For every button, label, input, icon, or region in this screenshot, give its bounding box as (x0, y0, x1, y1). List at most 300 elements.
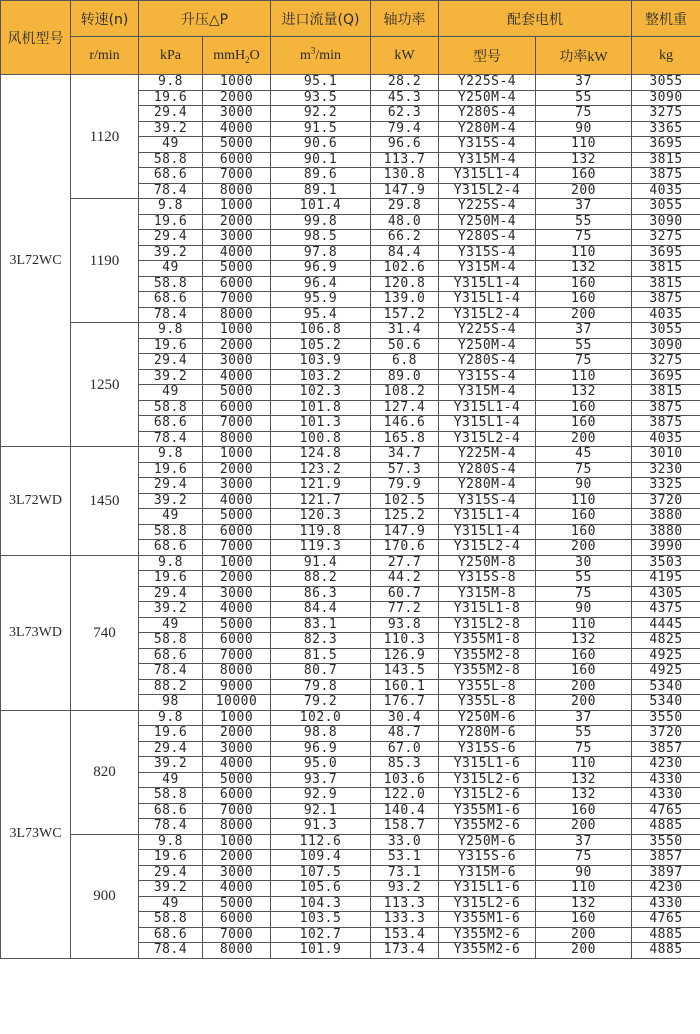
pressure-kpa-cell: 29.4 (139, 586, 203, 602)
inlet-flow-cell: 96.9 (271, 261, 371, 277)
pressure-mmh2o-cell: 1000 (203, 323, 271, 339)
pressure-kpa-cell: 68.6 (139, 168, 203, 184)
weight-cell: 3897 (632, 865, 700, 881)
pressure-kpa-cell: 78.4 (139, 183, 203, 199)
shaft-power-cell: 122.0 (371, 788, 439, 804)
motor-model-cell: Y315L1-4 (439, 524, 536, 540)
header-inlet-flow: 进口流量(Q) (271, 1, 371, 37)
pressure-kpa-cell: 58.8 (139, 633, 203, 649)
weight-cell: 3875 (632, 416, 700, 432)
shaft-power-cell: 44.2 (371, 571, 439, 587)
pressure-mmh2o-cell: 4000 (203, 245, 271, 261)
unit-mmh2o-base: mmH (213, 47, 246, 63)
motor-power-cell: 75 (536, 586, 632, 602)
motor-power-cell: 110 (536, 617, 632, 633)
shaft-power-cell: 126.9 (371, 648, 439, 664)
weight-cell: 3875 (632, 168, 700, 184)
motor-model-cell: Y315L2-4 (439, 540, 536, 556)
weight-cell: 3090 (632, 90, 700, 106)
motor-power-cell: 132 (536, 896, 632, 912)
pressure-mmh2o-cell: 1000 (203, 710, 271, 726)
shaft-power-cell: 158.7 (371, 819, 439, 835)
weight-cell: 3815 (632, 276, 700, 292)
shaft-power-cell: 103.6 (371, 772, 439, 788)
shaft-power-cell: 147.9 (371, 524, 439, 540)
pressure-kpa-cell: 19.6 (139, 90, 203, 106)
table-row (1, 834, 700, 850)
inlet-flow-cell: 98.5 (271, 230, 371, 246)
pressure-mmh2o-cell: 7000 (203, 927, 271, 943)
weight-cell: 4330 (632, 772, 700, 788)
weight-cell: 3550 (632, 834, 700, 850)
inlet-flow-cell: 91.5 (271, 121, 371, 137)
motor-power-cell: 132 (536, 152, 632, 168)
motor-model-cell: Y315S-6 (439, 741, 536, 757)
pressure-kpa-cell: 29.4 (139, 106, 203, 122)
motor-model-cell: Y315L1-4 (439, 276, 536, 292)
motor-model-cell: Y355M2-8 (439, 664, 536, 680)
table-row (1, 447, 700, 463)
weight-cell: 4375 (632, 602, 700, 618)
inlet-flow-cell: 107.5 (271, 865, 371, 881)
unit-mmh2o-tail: O (249, 47, 260, 63)
pressure-kpa-cell: 39.2 (139, 245, 203, 261)
speed-cell: 1120 (71, 75, 139, 199)
inlet-flow-cell: 81.5 (271, 648, 371, 664)
shaft-power-cell: 165.8 (371, 431, 439, 447)
fan-model-cell: 3L73WD (1, 555, 71, 710)
weight-cell: 3275 (632, 106, 700, 122)
inlet-flow-cell: 91.4 (271, 555, 371, 571)
inlet-flow-cell: 120.3 (271, 509, 371, 525)
motor-power-cell: 110 (536, 137, 632, 153)
pressure-kpa-cell: 78.4 (139, 307, 203, 323)
unit-kpa: kPa (139, 37, 203, 75)
unit-mmh2o (203, 37, 271, 75)
inlet-flow-cell: 95.4 (271, 307, 371, 323)
motor-model-cell: Y355L-8 (439, 695, 536, 711)
shaft-power-cell: 29.8 (371, 199, 439, 215)
shaft-power-cell: 108.2 (371, 385, 439, 401)
shaft-power-cell: 110.3 (371, 633, 439, 649)
motor-model-cell: Y315S-4 (439, 493, 536, 509)
motor-model-cell: Y280S-4 (439, 230, 536, 246)
pressure-kpa-cell: 19.6 (139, 726, 203, 742)
pressure-mmh2o-cell: 3000 (203, 106, 271, 122)
motor-power-cell: 200 (536, 679, 632, 695)
pressure-mmh2o-cell: 6000 (203, 788, 271, 804)
motor-power-cell: 200 (536, 307, 632, 323)
weight-cell: 4765 (632, 912, 700, 928)
inlet-flow-cell: 101.8 (271, 400, 371, 416)
motor-model-cell: Y315L1-6 (439, 881, 536, 897)
table-row (1, 323, 700, 339)
inlet-flow-cell: 99.8 (271, 214, 371, 230)
weight-cell: 3695 (632, 369, 700, 385)
pressure-mmh2o-cell: 6000 (203, 276, 271, 292)
motor-power-cell: 200 (536, 183, 632, 199)
motor-model-cell: Y315L2-6 (439, 896, 536, 912)
weight-cell: 3720 (632, 493, 700, 509)
pressure-mmh2o-cell: 1000 (203, 75, 271, 91)
inlet-flow-cell: 95.0 (271, 757, 371, 773)
header-speed: 转速(n) (71, 1, 139, 37)
pressure-kpa-cell: 39.2 (139, 369, 203, 385)
weight-cell: 3815 (632, 152, 700, 168)
inlet-flow-cell: 101.3 (271, 416, 371, 432)
speed-cell: 1250 (71, 323, 139, 447)
pressure-mmh2o-cell: 3000 (203, 586, 271, 602)
weight-cell: 3055 (632, 199, 700, 215)
pressure-mmh2o-cell: 1000 (203, 555, 271, 571)
weight-cell: 3090 (632, 338, 700, 354)
header-matching-motor: 配套电机 (439, 1, 632, 37)
shaft-power-cell: 113.7 (371, 152, 439, 168)
pressure-mmh2o-cell: 7000 (203, 168, 271, 184)
shaft-power-cell: 53.1 (371, 850, 439, 866)
shaft-power-cell: 45.3 (371, 90, 439, 106)
motor-power-cell: 37 (536, 199, 632, 215)
pressure-mmh2o-cell: 5000 (203, 261, 271, 277)
inlet-flow-cell: 103.5 (271, 912, 371, 928)
motor-model-cell: Y315S-6 (439, 850, 536, 866)
motor-model-cell: Y280S-4 (439, 462, 536, 478)
motor-power-cell: 110 (536, 881, 632, 897)
unit-mmh2o-sub: 2 (245, 54, 250, 65)
motor-power-cell: 160 (536, 803, 632, 819)
motor-model-cell: Y315S-4 (439, 369, 536, 385)
motor-power-cell: 160 (536, 524, 632, 540)
motor-model-cell: Y355M1-6 (439, 803, 536, 819)
motor-power-cell: 55 (536, 338, 632, 354)
motor-power-cell: 200 (536, 927, 632, 943)
pressure-kpa-cell: 49 (139, 772, 203, 788)
pressure-kpa-cell: 19.6 (139, 850, 203, 866)
pressure-kpa-cell: 49 (139, 137, 203, 153)
pressure-kpa-cell: 29.4 (139, 478, 203, 494)
shaft-power-cell: 147.9 (371, 183, 439, 199)
pressure-kpa-cell: 49 (139, 385, 203, 401)
weight-cell: 4825 (632, 633, 700, 649)
pressure-mmh2o-cell: 8000 (203, 819, 271, 835)
weight-cell: 5340 (632, 695, 700, 711)
pressure-kpa-cell: 39.2 (139, 493, 203, 509)
motor-model-cell: Y355M2-6 (439, 943, 536, 959)
inlet-flow-cell: 98.8 (271, 726, 371, 742)
motor-model-cell: Y225S-4 (439, 199, 536, 215)
motor-power-cell: 75 (536, 462, 632, 478)
motor-power-cell: 132 (536, 633, 632, 649)
shaft-power-cell: 30.4 (371, 710, 439, 726)
motor-power-cell: 110 (536, 493, 632, 509)
weight-cell: 5340 (632, 679, 700, 695)
pressure-kpa-cell: 9.8 (139, 710, 203, 726)
shaft-power-cell: 93.8 (371, 617, 439, 633)
pressure-kpa-cell: 29.4 (139, 354, 203, 370)
pressure-mmh2o-cell: 10000 (203, 695, 271, 711)
motor-model-cell: Y315L2-6 (439, 788, 536, 804)
speed-cell: 1450 (71, 447, 139, 556)
motor-power-cell: 55 (536, 214, 632, 230)
motor-model-cell: Y315L1-6 (439, 757, 536, 773)
shaft-power-cell: 67.0 (371, 741, 439, 757)
shaft-power-cell: 176.7 (371, 695, 439, 711)
table-row (1, 710, 700, 726)
weight-cell: 3695 (632, 245, 700, 261)
inlet-flow-cell: 92.9 (271, 788, 371, 804)
motor-model-cell: Y280M-4 (439, 478, 536, 494)
inlet-flow-cell: 102.7 (271, 927, 371, 943)
motor-power-cell: 160 (536, 664, 632, 680)
weight-cell: 4885 (632, 819, 700, 835)
pressure-kpa-cell: 68.6 (139, 292, 203, 308)
shaft-power-cell: 146.6 (371, 416, 439, 432)
inlet-flow-cell: 95.1 (271, 75, 371, 91)
motor-model-cell: Y315L2-4 (439, 307, 536, 323)
inlet-flow-cell: 92.1 (271, 803, 371, 819)
weight-cell: 3720 (632, 726, 700, 742)
weight-cell: 3875 (632, 400, 700, 416)
pressure-kpa-cell: 49 (139, 509, 203, 525)
pressure-mmh2o-cell: 8000 (203, 664, 271, 680)
shaft-power-cell: 57.3 (371, 462, 439, 478)
weight-cell: 4035 (632, 307, 700, 323)
pressure-kpa-cell: 88.2 (139, 679, 203, 695)
motor-power-cell: 132 (536, 788, 632, 804)
pressure-kpa-cell: 19.6 (139, 338, 203, 354)
pressure-kpa-cell: 29.4 (139, 230, 203, 246)
inlet-flow-cell: 97.8 (271, 245, 371, 261)
motor-model-cell: Y315M-4 (439, 261, 536, 277)
inlet-flow-cell: 121.9 (271, 478, 371, 494)
fan-model-cell: 3L72WD (1, 447, 71, 556)
weight-cell: 4195 (632, 571, 700, 587)
weight-cell: 3090 (632, 214, 700, 230)
inlet-flow-cell: 80.7 (271, 664, 371, 680)
weight-cell: 3880 (632, 509, 700, 525)
inlet-flow-cell: 101.9 (271, 943, 371, 959)
inlet-flow-cell: 83.1 (271, 617, 371, 633)
inlet-flow-cell: 95.9 (271, 292, 371, 308)
motor-power-cell: 75 (536, 850, 632, 866)
motor-model-cell: Y315L1-8 (439, 602, 536, 618)
weight-cell: 3055 (632, 75, 700, 91)
motor-power-cell: 90 (536, 121, 632, 137)
inlet-flow-cell: 119.8 (271, 524, 371, 540)
motor-power-cell: 90 (536, 478, 632, 494)
shaft-power-cell: 48.0 (371, 214, 439, 230)
shaft-power-cell: 170.6 (371, 540, 439, 556)
pressure-mmh2o-cell: 4000 (203, 493, 271, 509)
pressure-kpa-cell: 9.8 (139, 199, 203, 215)
pressure-kpa-cell: 68.6 (139, 648, 203, 664)
inlet-flow-cell: 93.5 (271, 90, 371, 106)
motor-power-cell: 90 (536, 865, 632, 881)
inlet-flow-cell: 109.4 (271, 850, 371, 866)
inlet-flow-cell: 89.6 (271, 168, 371, 184)
pressure-mmh2o-cell: 4000 (203, 757, 271, 773)
pressure-mmh2o-cell: 2000 (203, 850, 271, 866)
motor-model-cell: Y315L2-6 (439, 772, 536, 788)
weight-cell: 4885 (632, 927, 700, 943)
motor-power-cell: 37 (536, 75, 632, 91)
pressure-kpa-cell: 9.8 (139, 75, 203, 91)
unit-flow-sup: 3 (310, 44, 316, 55)
pressure-mmh2o-cell: 2000 (203, 338, 271, 354)
motor-power-cell: 37 (536, 710, 632, 726)
motor-power-cell: 55 (536, 90, 632, 106)
pressure-kpa-cell: 98 (139, 695, 203, 711)
pressure-mmh2o-cell: 6000 (203, 633, 271, 649)
pressure-kpa-cell: 39.2 (139, 602, 203, 618)
pressure-kpa-cell: 78.4 (139, 943, 203, 959)
weight-cell: 4035 (632, 183, 700, 199)
motor-model-cell: Y250M-6 (439, 834, 536, 850)
pressure-mmh2o-cell: 2000 (203, 214, 271, 230)
pressure-mmh2o-cell: 4000 (203, 369, 271, 385)
header-pressure-rise: 升压△P (139, 1, 271, 37)
pressure-mmh2o-cell: 1000 (203, 199, 271, 215)
motor-model-cell: Y280S-4 (439, 106, 536, 122)
pressure-kpa-cell: 58.8 (139, 524, 203, 540)
shaft-power-cell: 102.6 (371, 261, 439, 277)
motor-model-cell: Y280M-6 (439, 726, 536, 742)
header-motor-model: 型号 (439, 37, 536, 75)
motor-model-cell: Y250M-8 (439, 555, 536, 571)
motor-power-cell: 160 (536, 416, 632, 432)
weight-cell: 4230 (632, 757, 700, 773)
motor-power-cell: 200 (536, 540, 632, 556)
motor-power-cell: 37 (536, 323, 632, 339)
inlet-flow-cell: 92.2 (271, 106, 371, 122)
table-row (1, 75, 700, 91)
speed-cell: 900 (71, 834, 139, 958)
pressure-kpa-cell: 39.2 (139, 121, 203, 137)
motor-power-cell: 160 (536, 509, 632, 525)
pressure-kpa-cell: 58.8 (139, 788, 203, 804)
shaft-power-cell: 62.3 (371, 106, 439, 122)
speed-cell: 1190 (71, 199, 139, 323)
pressure-kpa-cell: 19.6 (139, 214, 203, 230)
shaft-power-cell: 28.2 (371, 75, 439, 91)
motor-power-cell: 160 (536, 168, 632, 184)
pressure-kpa-cell: 68.6 (139, 416, 203, 432)
pressure-mmh2o-cell: 2000 (203, 726, 271, 742)
motor-model-cell: Y355M2-8 (439, 648, 536, 664)
pressure-kpa-cell: 58.8 (139, 400, 203, 416)
pressure-kpa-cell: 58.8 (139, 912, 203, 928)
pressure-kpa-cell: 78.4 (139, 431, 203, 447)
weight-cell: 4885 (632, 943, 700, 959)
pressure-kpa-cell: 19.6 (139, 571, 203, 587)
motor-power-cell: 75 (536, 106, 632, 122)
motor-model-cell: Y315L2-8 (439, 617, 536, 633)
motor-model-cell: Y250M-4 (439, 90, 536, 106)
pressure-mmh2o-cell: 1000 (203, 447, 271, 463)
pressure-mmh2o-cell: 6000 (203, 524, 271, 540)
pressure-mmh2o-cell: 5000 (203, 617, 271, 633)
motor-power-cell: 55 (536, 726, 632, 742)
motor-power-cell: 200 (536, 819, 632, 835)
weight-cell: 3230 (632, 462, 700, 478)
inlet-flow-cell: 91.3 (271, 819, 371, 835)
inlet-flow-cell: 112.6 (271, 834, 371, 850)
motor-model-cell: Y315S-4 (439, 137, 536, 153)
pressure-kpa-cell: 19.6 (139, 462, 203, 478)
inlet-flow-cell: 89.1 (271, 183, 371, 199)
pressure-mmh2o-cell: 6000 (203, 912, 271, 928)
motor-model-cell: Y315M-6 (439, 865, 536, 881)
weight-cell: 3325 (632, 478, 700, 494)
pressure-mmh2o-cell: 1000 (203, 834, 271, 850)
pressure-kpa-cell: 78.4 (139, 664, 203, 680)
shaft-power-cell: 79.9 (371, 478, 439, 494)
shaft-power-cell: 79.4 (371, 121, 439, 137)
pressure-mmh2o-cell: 8000 (203, 943, 271, 959)
motor-model-cell: Y280S-4 (439, 354, 536, 370)
weight-cell: 3275 (632, 230, 700, 246)
shaft-power-cell: 73.1 (371, 865, 439, 881)
pressure-mmh2o-cell: 7000 (203, 648, 271, 664)
pressure-kpa-cell: 78.4 (139, 819, 203, 835)
weight-cell: 4445 (632, 617, 700, 633)
weight-cell: 3550 (632, 710, 700, 726)
weight-cell: 4230 (632, 881, 700, 897)
inlet-flow-cell: 121.7 (271, 493, 371, 509)
pressure-kpa-cell: 49 (139, 261, 203, 277)
inlet-flow-cell: 105.6 (271, 881, 371, 897)
pressure-mmh2o-cell: 2000 (203, 571, 271, 587)
pressure-mmh2o-cell: 6000 (203, 400, 271, 416)
shaft-power-cell: 120.8 (371, 276, 439, 292)
motor-power-cell: 200 (536, 695, 632, 711)
inlet-flow-cell: 90.1 (271, 152, 371, 168)
motor-power-cell: 30 (536, 555, 632, 571)
unit-flow-tail: /min (315, 47, 342, 63)
pressure-mmh2o-cell: 7000 (203, 540, 271, 556)
motor-model-cell: Y315M-8 (439, 586, 536, 602)
unit-flow (271, 37, 371, 75)
motor-model-cell: Y355M2-6 (439, 819, 536, 835)
motor-power-cell: 55 (536, 571, 632, 587)
pressure-kpa-cell: 9.8 (139, 834, 203, 850)
motor-model-cell: Y315L1-4 (439, 168, 536, 184)
motor-power-cell: 132 (536, 772, 632, 788)
pressure-kpa-cell: 58.8 (139, 276, 203, 292)
motor-model-cell: Y225S-4 (439, 323, 536, 339)
pressure-kpa-cell: 9.8 (139, 555, 203, 571)
weight-cell: 3990 (632, 540, 700, 556)
inlet-flow-cell: 88.2 (271, 571, 371, 587)
inlet-flow-cell: 119.3 (271, 540, 371, 556)
motor-power-cell: 110 (536, 757, 632, 773)
inlet-flow-cell: 96.9 (271, 741, 371, 757)
shaft-power-cell: 125.2 (371, 509, 439, 525)
weight-cell: 3365 (632, 121, 700, 137)
motor-power-cell: 160 (536, 276, 632, 292)
shaft-power-cell: 130.8 (371, 168, 439, 184)
shaft-power-cell: 34.7 (371, 447, 439, 463)
shaft-power-cell: 160.1 (371, 679, 439, 695)
inlet-flow-cell: 123.2 (271, 462, 371, 478)
motor-power-cell: 37 (536, 834, 632, 850)
pressure-kpa-cell: 29.4 (139, 865, 203, 881)
table-row (1, 199, 700, 215)
motor-model-cell: Y355M2-6 (439, 927, 536, 943)
inlet-flow-cell: 96.4 (271, 276, 371, 292)
pressure-mmh2o-cell: 3000 (203, 354, 271, 370)
motor-model-cell: Y225S-4 (439, 75, 536, 91)
